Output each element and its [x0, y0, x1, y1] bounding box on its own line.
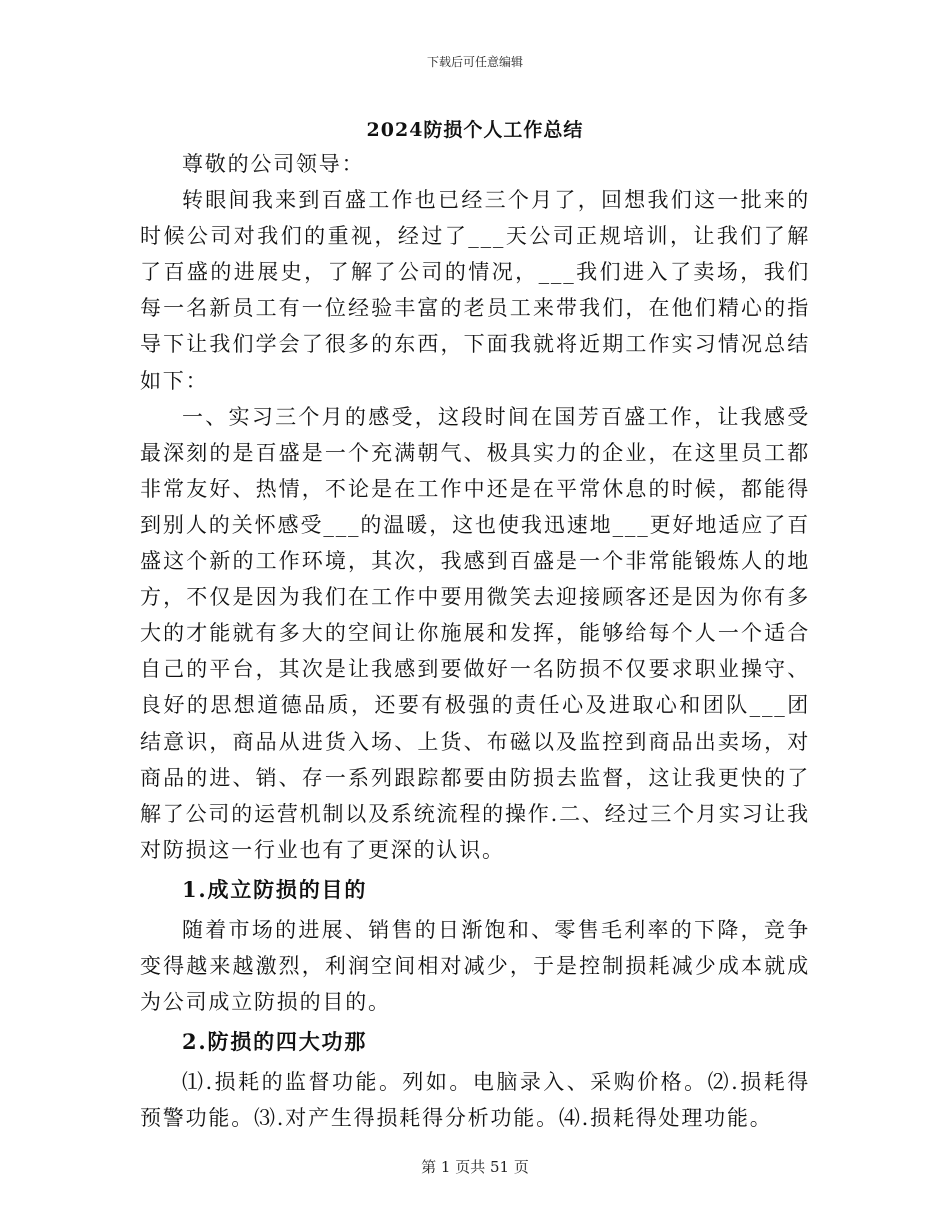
paragraph-intro: 转眼间我来到百盛工作也已经三个月了，回想我们这一批来的时候公司对我们的重视，经过了___天公司正规培训，让我们了解了百盛的进展史，了解了公司的情况，___我们进入了卖场，我们每一名新员工有一位经验丰富的老员工来带我们，在他们精心的指导下让我们学会了很多的东西，下面我就将近期工作实习情况总结如下： [140, 188, 810, 393]
section-text-purpose: 随着市场的进展、销售的日渐饱和、零售毛利率的下降，竞争变得越来越激烈，利润空间相对减少，于是控制损耗减少成本就成为公司成立防损的目的。 [140, 917, 810, 1015]
page-number-footer: 第 1 页共 51 页 [421, 1158, 529, 1176]
document-body [140, 146, 810, 1137]
salutation: 尊敬的公司领导： [182, 152, 365, 176]
section-heading-purpose: 1.成立防损的目的 [182, 876, 368, 902]
section-text-functions: ⑴.损耗的监督功能。列如。电脑录入、采购价格。⑵.损耗得预警功能。⑶.对产生得损耗得分析功能。⑷.损耗得处理功能。 [140, 1070, 810, 1131]
document-title: 2024防损个人工作总结 [366, 119, 584, 141]
paragraph-experience: 一、实习三个月的感受，这段时间在国芳百盛工作，让我感受最深刻的是百盛是一个充满朝气、极具实力的企业，在这里员工都非常友好、热情，不论是在工作中还是在平常休息的时候，都能得到别人的关怀感受___的温暖，这也使我迅速地___更好地适应了百盛这个新的工作环境，其次，我感到百盛是一个非常能锻炼人的地方，不仅是因为我们在工作中要用微笑去迎接顾客还是因为你有多大的才能就有多大的空间让你施展和发挥，能够给每个人一个适合自己的平台，其次是让我感到要做好一名防损不仅要求职业操守、良好的思想道德品质，还要有极强的责任心及进取心和团队___团结意识，商品从进货入场、上货、布磁以及监控到商品出卖场，对商品的进、销、存一系列跟踪都要由防损去监督，这让我更快的了解了公司的运营机制以及系统流程的操作.二、经过三个月实习让我对防损这一行业也有了更深的认识。 [140, 404, 810, 862]
header-note: 下载后可任意编辑 [426, 55, 523, 69]
section-heading-functions: 2.防损的四大功那 [182, 1029, 368, 1055]
